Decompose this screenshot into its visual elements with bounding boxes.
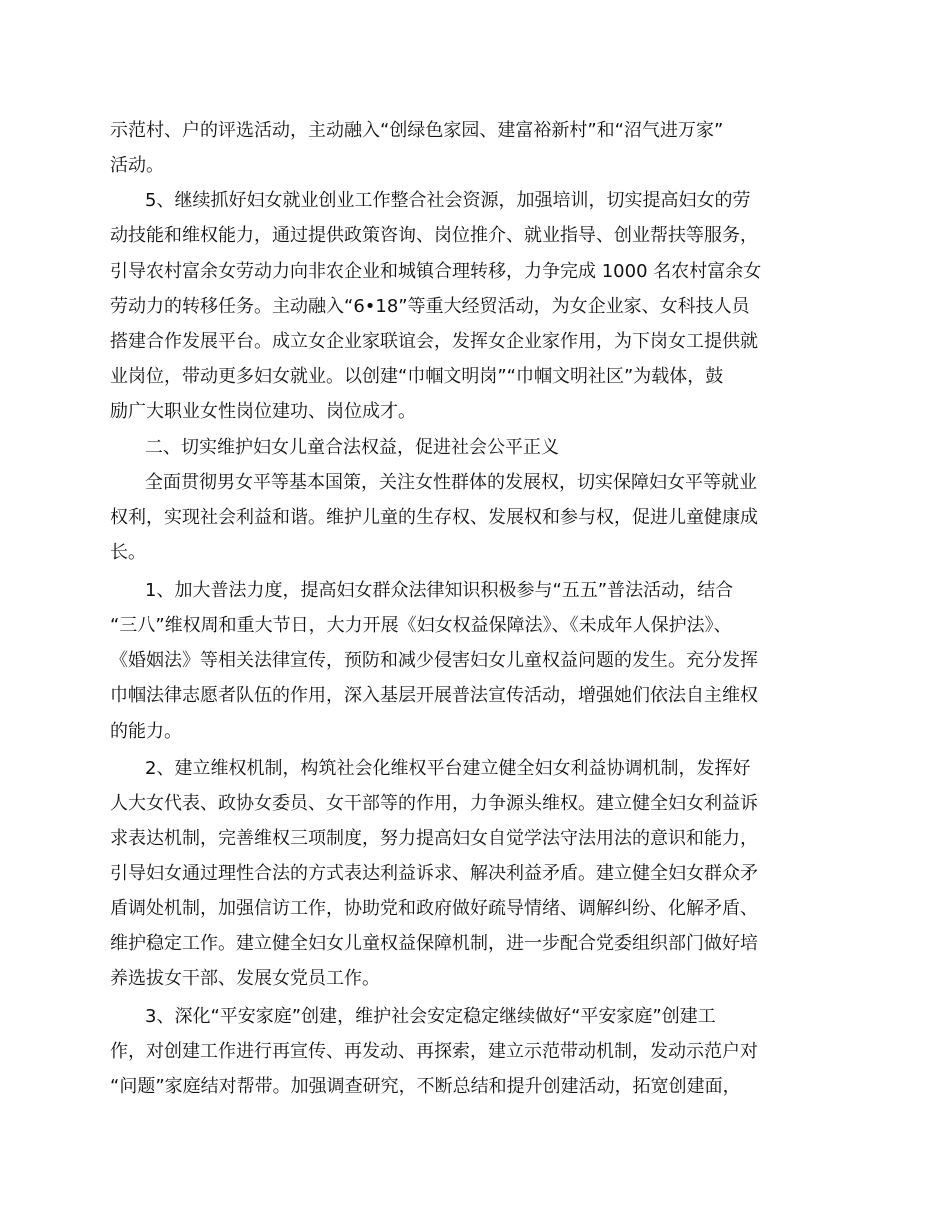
text-line <box>0 295 950 335</box>
text-line <box>0 649 950 689</box>
text-line <box>0 330 950 370</box>
text-line-content: 搭建合作发展平台。成立女企业家联谊会，发挥女企业家作用，为下岗女工提供就 <box>110 331 758 352</box>
text-line-content: 的能力。 <box>110 721 182 742</box>
text-line <box>0 119 950 159</box>
text-line-content: 全面贯彻男女平等基本国策，关注女性群体的发展权，切实保障妇女平等就业 <box>145 472 757 493</box>
text-line <box>0 720 950 760</box>
paragraph-start-line <box>0 189 950 229</box>
text-line-content: 5、继续抓好妇女就业创业工作整合社会资源，加强培训，切实提高妇女的劳 <box>145 190 751 211</box>
text-line <box>0 827 950 867</box>
section-heading-line <box>0 436 950 476</box>
text-line-content: 活动。 <box>110 155 164 176</box>
text-line <box>0 365 950 405</box>
text-line <box>0 400 950 440</box>
text-line-content: 《婚姻法》等相关法律宣传，预防和减少侵害妇女儿童权益问题的发生。充分发挥 <box>110 650 758 671</box>
text-line <box>0 260 950 300</box>
paragraph-start-line <box>0 1005 950 1045</box>
text-line-content: 励广大职业女性岗位建功、岗位成才。 <box>110 401 416 422</box>
paragraph-start-line <box>0 471 950 511</box>
text-line <box>0 967 950 1007</box>
text-line-content: 盾调处机制，加强信访工作，协助党和政府做好疏导情绪、调解纠纷、化解矛盾、 <box>110 898 758 919</box>
text-line <box>0 1075 950 1115</box>
text-line <box>0 862 950 902</box>
text-line-content: 养选拔女干部、发展女党员工作。 <box>110 968 380 989</box>
text-line-content: “问题”家庭结对帮带。加强调查研究，不断总结和提升创建活动，拓宽创建面， <box>110 1076 741 1097</box>
text-line-content: 动技能和维权能力，通过提供政策咨询、岗位推介、就业指导、创业帮扶等服务， <box>110 225 758 246</box>
text-line <box>0 614 950 654</box>
text-line-content: 引导妇女通过理性合法的方式表达利益诉求、解决利益矛盾。建立健全妇女群众矛 <box>110 863 758 884</box>
text-line-content: 巾帼法律志愿者队伍的作用，深入基层开展普法宣传活动，增强她们依法自主维权 <box>110 685 758 706</box>
text-line <box>0 154 950 194</box>
text-line-content: 求表达机制，完善维权三项制度，努力提高妇女自觉学法守法用法的意识和能力， <box>110 828 758 849</box>
text-line <box>0 506 950 546</box>
paragraph-start-line <box>0 579 950 619</box>
text-line <box>0 541 950 581</box>
text-line-content: 业岗位，带动更多妇女就业。以创建“巾帼文明岗”“巾帼文明社区”为载体，鼓 <box>110 366 724 387</box>
text-line-content: 人大女代表、政协女委员、女干部等的作用，力争源头维权。建立健全妇女利益诉 <box>110 793 758 814</box>
text-line <box>0 932 950 972</box>
text-line <box>0 792 950 832</box>
text-line <box>0 224 950 264</box>
text-line-content: 劳动力的转移任务。主动融入“6•18”等重大经贸活动，为女企业家、女科技人员 <box>110 296 750 317</box>
text-line-content: 长。 <box>110 542 146 563</box>
text-line-content: 作，对创建工作进行再宣传、再发动、再探索，建立示范带动机制，发动示范户对 <box>110 1041 758 1062</box>
text-line <box>0 684 950 724</box>
text-line-content: “三八”维权周和重大节日，大力开展《妇女权益保障法》、《未成年人保护法》、 <box>110 615 732 636</box>
paragraph-start-line <box>0 757 950 797</box>
text-line-content: 权利，实现社会利益和谐。维护儿童的生存权、发展权和参与权，促进儿童健康成 <box>110 507 758 528</box>
text-line-content: 引导农村富余女劳动力向非农企业和城镇合理转移，力争完成 1000 名农村富余女 <box>110 261 762 282</box>
text-line-content: 示范村、户的评选活动，主动融入“创绿色家园、建富裕新村”和“沼气进万家” <box>110 120 724 141</box>
text-line <box>0 897 950 937</box>
text-line-content: 维护稳定工作。建立健全妇女儿童权益保障机制，进一步配合党委组织部门做好培 <box>110 933 758 954</box>
text-line-content: 2、建立维权机制，构筑社会化维权平台建立健全妇女利益协调机制，发挥好 <box>145 758 751 779</box>
text-line-content: 1、加大普法力度，提高妇女群众法律知识积极参与“五五”普法活动，结合 <box>145 580 734 601</box>
text-line-content: 3、深化“平安家庭”创建，维护社会安定稳定继续做好“平安家庭”创建工 <box>145 1006 716 1027</box>
section-heading: 二、切实维护妇女儿童合法权益，促进社会公平正义 <box>145 437 559 458</box>
text-line <box>0 1040 950 1080</box>
